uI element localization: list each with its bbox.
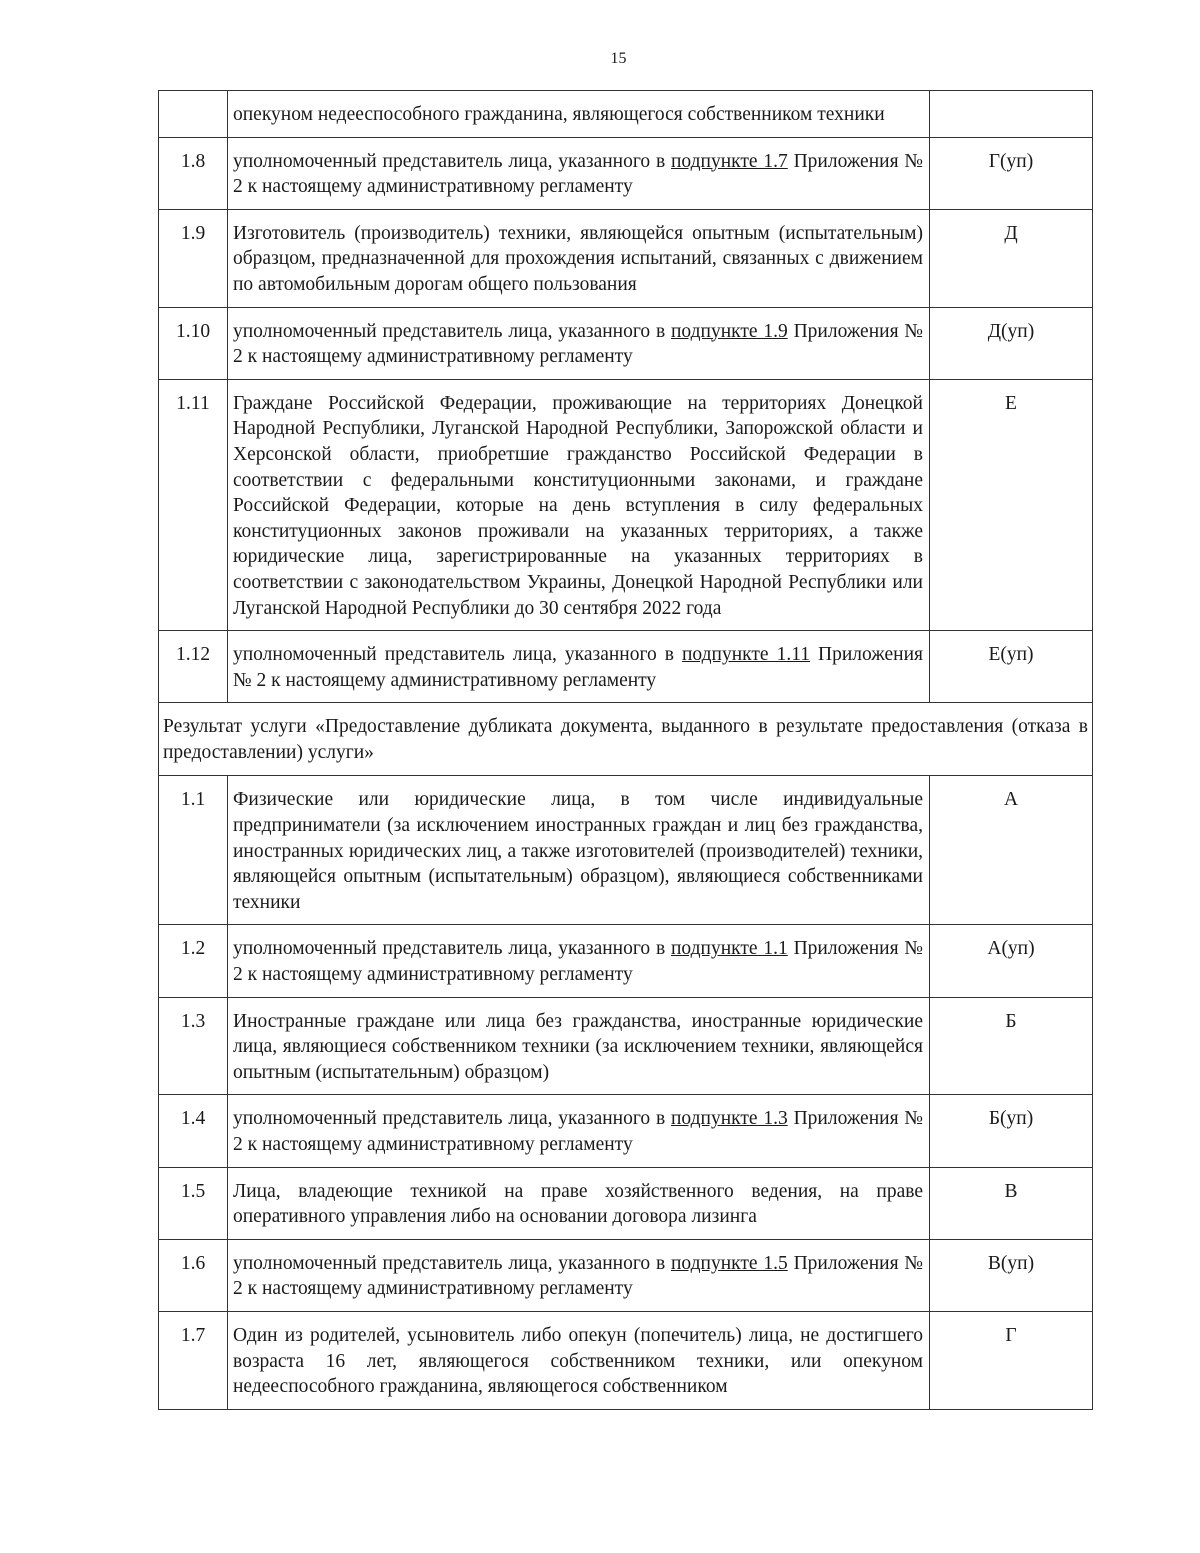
description-text-tail: Приложения № 2 к настоящему административному регламенту [233, 644, 923, 691]
row-number: 1.3 [159, 997, 228, 1095]
applicant-code: Д(уп) [930, 307, 1093, 379]
applicant-description [228, 1095, 930, 1167]
row-number: 1.6 [159, 1239, 228, 1311]
table-row [159, 379, 1093, 630]
applicant-code: Б [930, 997, 1093, 1095]
table-body-top [159, 91, 1093, 703]
table-row [159, 631, 1093, 703]
description-text-tail: Приложения № 2 к настоящему административному регламенту [233, 1108, 923, 1155]
section-heading-row [159, 703, 1093, 776]
description-text: уполномоченный представитель лица, указанного в [233, 150, 671, 172]
description-text: Иностранные граждане или лица без гражданства, иностранные юридические лица, являющиеся собственником техники (за исключением техники, являющейся опытным (испытательным) образцом) [233, 1010, 923, 1083]
applicant-code: Б(уп) [930, 1095, 1093, 1167]
applicant-description [228, 1311, 930, 1409]
applicant-code: Г(уп) [930, 137, 1093, 209]
section-heading: Результат услуги «Предоставление дубликата документа, выданного в результате предоставления (отказа в предоставлении) услуги» [159, 703, 1093, 776]
description-text: уполномоченный представитель лица, указанного в [233, 320, 671, 342]
description-text: уполномоченный представитель лица, указанного в [233, 1108, 671, 1130]
applicant-description [228, 209, 930, 307]
applicant-code: Е [930, 379, 1093, 630]
description-text: уполномоченный представитель лица, указанного в [233, 644, 682, 666]
applicant-description [228, 997, 930, 1095]
table-row [159, 91, 1093, 138]
table-row [159, 925, 1093, 997]
row-number: 1.10 [159, 307, 228, 379]
applicant-code: А [930, 776, 1093, 925]
table-row [159, 1311, 1093, 1409]
page-number: 15 [610, 50, 627, 67]
applicant-description [228, 137, 930, 209]
applicant-description [228, 1239, 930, 1311]
table-row [159, 1167, 1093, 1239]
applicant-description [228, 631, 930, 703]
row-number: 1.2 [159, 925, 228, 997]
row-number [159, 91, 228, 138]
table-row [159, 307, 1093, 379]
applicant-description [228, 307, 930, 379]
applicant-code: Д [930, 209, 1093, 307]
row-number: 1.1 [159, 776, 228, 925]
description-text-tail: Приложения № 2 к настоящему административному регламенту [233, 150, 923, 198]
row-number: 1.12 [159, 631, 228, 703]
table-row [159, 997, 1093, 1095]
applicant-description [228, 1167, 930, 1239]
row-number: 1.11 [159, 379, 228, 630]
row-number: 1.7 [159, 1311, 228, 1409]
description-text-tail: Приложения № 2 к настоящему административному регламенту [233, 1252, 923, 1300]
description-text: Один из родителей, усыновитель либо опекун (попечитель) лица, не достигшего возраста 16 лет, являющегося собственником техники, или опекуном недееспособного гражданина, являющегося собственником [233, 1324, 923, 1398]
applicant-code: Е(уп) [930, 631, 1093, 703]
row-number: 1.5 [159, 1167, 228, 1239]
table-body-bottom [159, 776, 1093, 1409]
subclause-link[interactable]: подпункте 1.9 [670, 320, 788, 342]
subclause-link[interactable]: подпункте 1.3 [670, 1108, 788, 1130]
description-text: уполномоченный представитель лица, указанного в [233, 938, 671, 960]
description-text: уполномоченный представитель лица, указанного в [233, 1252, 671, 1274]
description-text: Граждане Российской Федерации, проживающие на территориях Донецкой Народной Республики, Луганской Народной Республики, Запорожской области и Херсонской области, приобретшие гражданство Российской Федерации в соответствии с федеральными конституционными законами, и граждане Российской Федерации, которые на день вступления в силу федеральных конституционных законов проживали на указанных территориях, а также юридические лица, зарегистрированные на указанных территориях в соответствии с законодательством Украины, Донецкой Народной Республики или Луганской Народной Республики до 30 сентября 2022 года [233, 392, 923, 619]
table-row [159, 776, 1093, 925]
description-text: опекуном недееспособного гражданина, являющегося собственником техники [233, 104, 885, 125]
row-number: 1.4 [159, 1095, 228, 1167]
row-number: 1.8 [159, 137, 228, 209]
applicant-code: В [930, 1167, 1093, 1239]
section-heading-body [159, 703, 1093, 776]
row-number: 1.9 [159, 209, 228, 307]
description-text-tail: Приложения № 2 к настоящему административному регламенту [233, 320, 923, 368]
subclause-link[interactable]: подпункте 1.11 [682, 644, 810, 666]
subclause-link[interactable]: подпункте 1.7 [670, 150, 788, 172]
description-text: Физические или юридические лица, в том числе индивидуальные предприниматели (за исключением иностранных граждан и лиц без гражданства, иностранных юридических лиц, а также изготовителей (производителей) техники, являющейся опытным (испытательным) образцом), являющиеся собственниками техники [233, 789, 923, 913]
applicant-description [228, 925, 930, 997]
table-row [159, 209, 1093, 307]
table-row [159, 137, 1093, 209]
description-text: Лица, владеющие техникой на праве хозяйственного ведения, на праве оперативного управления либо на основании договора лизинга [233, 1180, 923, 1228]
subclause-link[interactable]: подпункте 1.5 [670, 1252, 788, 1274]
table-row [159, 1239, 1093, 1311]
applicant-categories-table [158, 90, 1093, 1410]
description-text: Изготовитель (производитель) техники, являющейся опытным (испытательным) образцом, предназначенной для прохождения испытаний, связанных с движением по автомобильным дорогам общего пользования [233, 222, 923, 295]
applicant-description [228, 91, 930, 138]
subclause-link[interactable]: подпункте 1.1 [670, 938, 788, 960]
applicant-description [228, 379, 930, 630]
applicant-code: В(уп) [930, 1239, 1093, 1311]
applicant-description [228, 776, 930, 925]
description-text-tail: Приложения № 2 к настоящему административному регламенту [233, 938, 923, 986]
table-row [159, 1095, 1093, 1167]
applicant-code [930, 91, 1093, 138]
applicant-code: Г [930, 1311, 1093, 1409]
applicant-code: А(уп) [930, 925, 1093, 997]
